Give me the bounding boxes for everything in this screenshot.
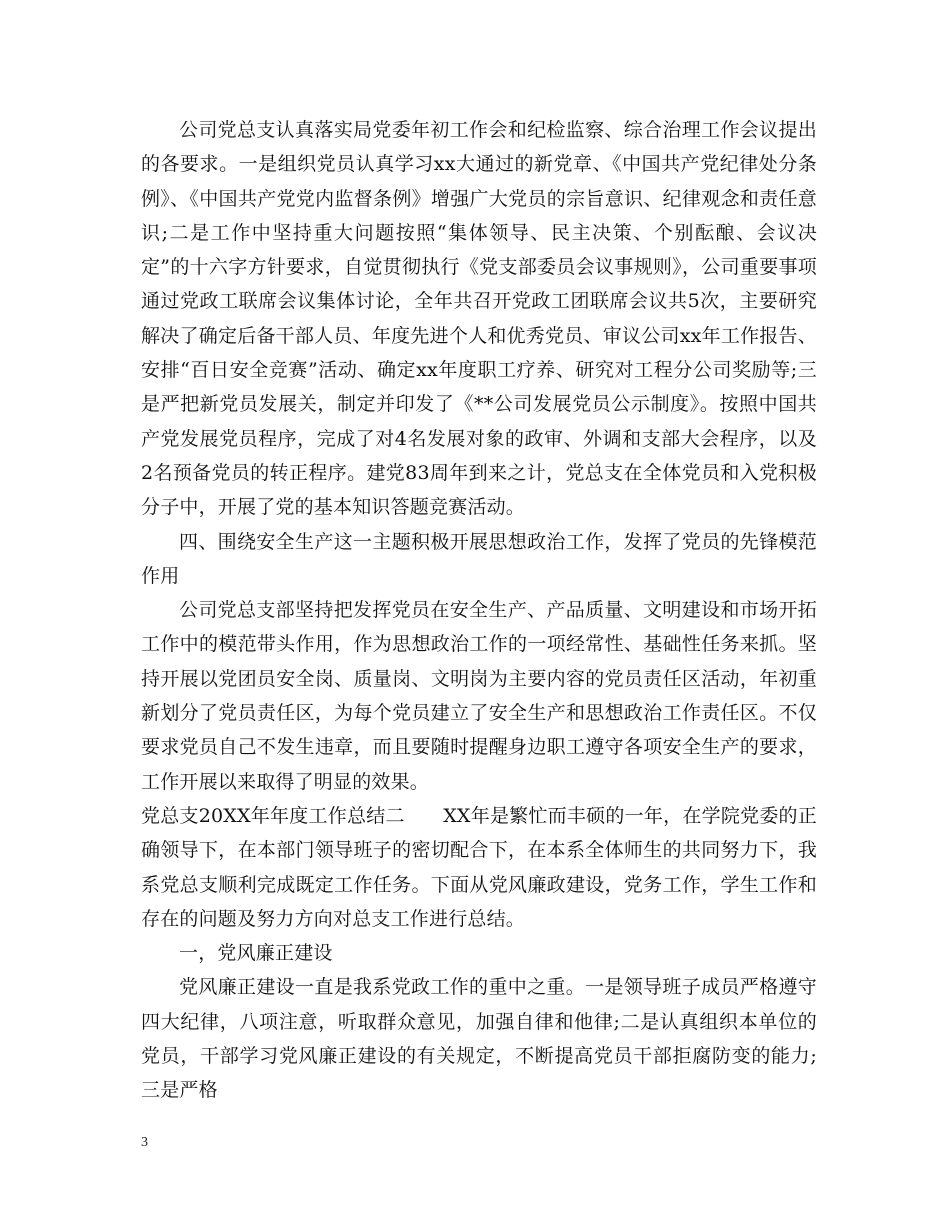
paragraph-party-member-role: 公司党总支部坚持把发挥党员在安全生产、产品质量、文明建设和市场开拓工作中的模范带头作用，作为思想政治工作的一项经常性、基础性任务来抓。坚持开展以党团员安全岗、质量岗、文明岗为主要内容的党员责任区活动，年初重新划分了党员责任区，为每个党员建立了安全生产和思想政治工作责任区。不仅要求党员自己不发生违章，而且要随时提醒身边职工遵守各项安全生产的要求，工作开展以来取得了明显的效果。 xyxy=(141,599,817,793)
page-number: 3 xyxy=(141,1135,148,1150)
section-heading-four: 四、围绕安全生产这一主题积极开展思想政治工作，发挥了党员的先锋模范作用 xyxy=(141,530,817,587)
document-body xyxy=(141,113,817,1108)
paragraph-party-branch-implementation: 公司党总支认真落实局党委年初工作会和纪检监察、综合治理工作会议提出的各要求。一是组织党员认真学习xx大通过的新党章、《中国共产党纪律处分条例》、《中国共产党党内监督条例》增强广大党员的宗旨意识、纪律观念和责任意识;二是工作中坚持重大问题按照“集体领导、民主决策、个别酝酿、会议决定”的十六字方针要求，自觉贯彻执行《党支部委员会议事规则》，公司重要事项通过党政工联席会议集体讨论，全年共召开党政工团联席会议共5次，主要研究解决了确定后备干部人员、年度先进个人和优秀党员、审议公司xx年工作报告、安排“百日安全竞赛”活动、确定xx年度职工疗养、研究对工程分公司奖励等;三是严把新党员发展关，制定并印发了《**公司发展党员公示制度》。按照中国共产党发展党员程序，完成了对4名发展对象的政审、外调和支部大会程序，以及2名预备党员的转正程序。建党83周年到来之计，党总支在全体党员和入党积极分子中，开展了党的基本知识答题竞赛活动。 xyxy=(141,119,817,519)
section-heading-one: 一，党风廉正建设 xyxy=(179,942,333,965)
paragraph-clean-governance: 党风廉正建设一直是我系党政工作的重中之重。一是领导班子成员严格遵守四大纪律，八项注意，听取群众意见，加强自律和他律;二是认真组织本单位的党员，干部学习党风廉正建设的有关规定，不断提高党员干部拒腐防变的能力;三是严格 xyxy=(141,976,817,1102)
paragraph-annual-summary-two: 党总支20XX年年度工作总结二 XX年是繁忙而丰硕的一年，在学院党委的正确领导下，在本部门领导班子的密切配合下，在本系全体师生的共同努力下，我系党总支顺利完成既定工作任务。下面从党风廉政建设，党务工作，学生工作和存在的问题及努力方向对总支工作进行总结。 xyxy=(141,804,817,930)
